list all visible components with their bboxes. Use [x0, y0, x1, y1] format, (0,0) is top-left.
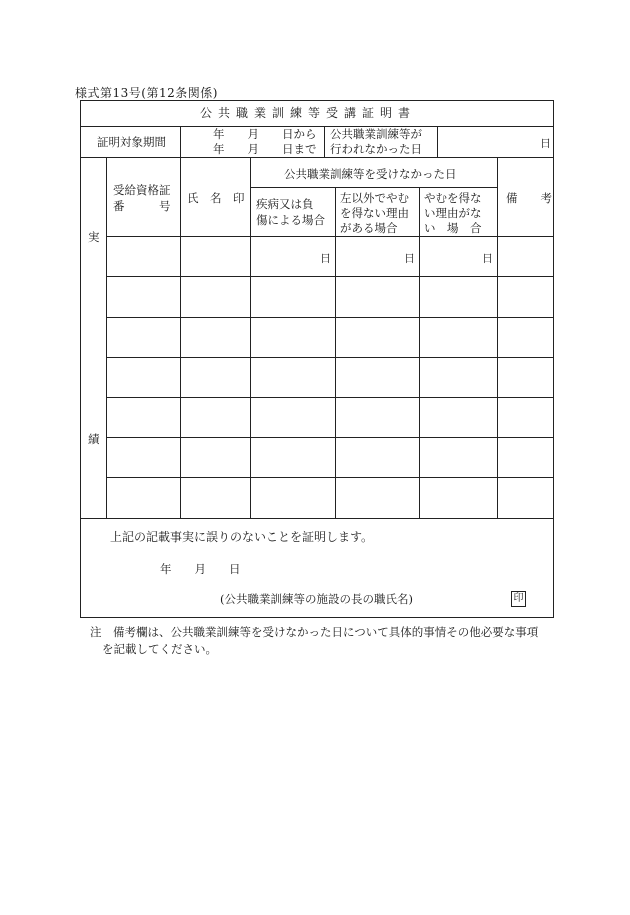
- footnote: [90, 624, 538, 658]
- rule-title-bottom: [80, 126, 554, 127]
- rule-period-range-divider: [324, 126, 325, 157]
- col-other-line3: がある場合: [340, 221, 398, 235]
- period-to-field[interactable]: 年 月 日まで: [213, 142, 317, 156]
- rule-row-3: [106, 357, 554, 358]
- signer-title-field[interactable]: (公共職業訓練等の施設の長の職氏名): [220, 592, 413, 606]
- col-other-line1: 左以外でやむ: [340, 191, 409, 205]
- col-cert-no-line2: 番 号: [113, 199, 171, 213]
- certification-statement: 上記の記載事実に誤りのないことを証明します。: [110, 530, 374, 544]
- rule-table-bottom: [80, 518, 554, 519]
- footnote-line1: 注 備考欄は、公共職業訓練等を受けなかった日について具体的事情その他必要な事項: [90, 625, 539, 639]
- not-done-label-line1: 公共職業訓練等が: [330, 127, 422, 141]
- col-cert-no-line1: 受給資格証: [113, 183, 171, 197]
- rule-absent-header-bottom: [250, 187, 497, 188]
- col-illness-line1: 疾病又は負: [256, 197, 314, 211]
- form-title: 公共職業訓練等受講証明書: [200, 106, 417, 120]
- rule-col-1: [180, 157, 181, 518]
- footnote-line2: を記載してください。: [102, 642, 217, 656]
- rule-period-bottom: [80, 157, 554, 158]
- rule-col-4: [419, 187, 420, 518]
- col-remarks: 備 考: [506, 191, 552, 205]
- rule-row-4: [106, 397, 554, 398]
- rule-col-3: [335, 187, 336, 518]
- rule-col-2: [250, 157, 251, 518]
- rule-row-6: [106, 477, 554, 478]
- col-other-line2: を得ない理由: [340, 206, 409, 220]
- rule-col-5: [497, 157, 498, 518]
- col-unavoid-line1: やむを得な: [424, 191, 482, 205]
- col-unavoid-line3: い 場 合: [424, 221, 482, 235]
- rule-period-label-divider: [180, 126, 181, 157]
- rule-period-days-divider: [437, 126, 438, 157]
- form-number: 様式第13号(第12条関係): [75, 86, 218, 100]
- unavoid-days-field[interactable]: 日: [482, 252, 493, 265]
- not-done-days-field[interactable]: 日: [540, 137, 551, 150]
- rule-header-bottom: [106, 236, 554, 237]
- not-done-label-line2: 行われなかった日: [330, 142, 422, 156]
- other-days-field[interactable]: 日: [404, 252, 415, 265]
- side-label-bottom: 績: [88, 432, 100, 446]
- seal-stamp: 印: [511, 591, 526, 607]
- illness-days-field[interactable]: 日: [320, 252, 331, 265]
- col-absent-header: 公共職業訓練等を受けなかった日: [284, 167, 457, 181]
- certification-date-field[interactable]: 年 月 日: [160, 562, 241, 576]
- period-label: 証明対象期間: [97, 135, 166, 149]
- col-name-seal: 氏 名 印: [187, 191, 245, 205]
- rule-row-2: [106, 317, 554, 318]
- period-from-field[interactable]: 年 月 日から: [213, 127, 317, 141]
- rule-row-1: [106, 276, 554, 277]
- col-unavoid-line2: い理由がな: [424, 206, 482, 220]
- side-label-top: 実: [88, 230, 100, 244]
- rule-row-5: [106, 437, 554, 438]
- rule-side-label: [106, 157, 107, 518]
- col-illness-line2: 傷による場合: [256, 213, 325, 227]
